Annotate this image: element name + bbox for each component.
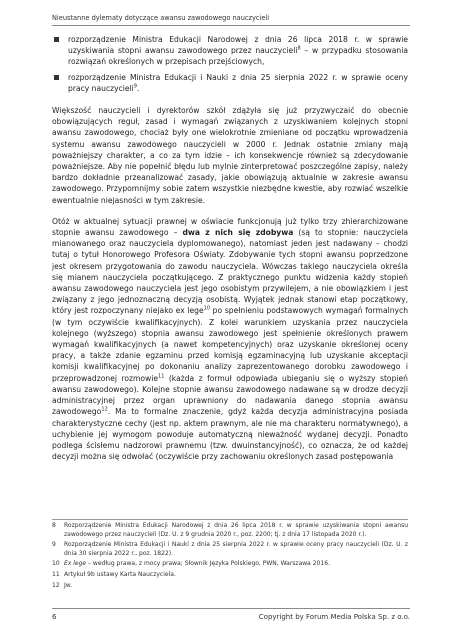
paragraph [52,216,408,462]
running-title: Nieustanne dylematy dotyczące awansu zawodowego nauczycieli [52,14,270,22]
footnote-ref: 8 [297,45,301,52]
body-content [52,34,408,462]
square-bullet-icon [54,75,59,80]
footnote-number: 8 [52,522,56,529]
bullet-item [52,34,408,68]
footnote [52,522,408,539]
bullet-tail: . [136,83,140,93]
bullet-text: rozporządzenie Ministra Edukacji Narodowej z dnia 26 lipca 2018 r. w sprawie uzyskiwania stopni awansu zawodowego przez nauczycieli [68,35,408,56]
footnote [52,582,408,591]
footnote-italic: Ex lege [64,560,87,568]
paragraph-text: (są to stopnie: nauczyciela mianowanego oraz nauczyciela dyplomowanego), natomiast jeden jest nadawany – chodzi tutaj o tytuł Honorowego Profesora Oświaty. Zdobywanie tych stopni awansu poprzedzone jest okresem przygotowania do zawodu nauczyciela. Wówczas takiego nauczyciela określa się mianem nauczyciela początkującego. Z praktycznego punktu widzenia każdy stopień awansu zawodowego nauczyciela jest jego osobistym przywilejem, a nie obowiązkiem i jest związany z jego jednoznaczną decyzją osobistą. Wyjątek jednak stanowi etap początkowy, który jest rozpoczynany niejako ex lege [52,228,409,316]
bullet-text: rozporządzenie Ministra Edukacji i Nauki z dnia 25 sierpnia 2022 r. w sprawie oceny pracy nauczycieli [68,72,408,93]
footnote-text: Artykuł 9b ustawy Karta Nauczyciela. [64,570,176,578]
footnote [52,560,408,569]
bold-text: dwa z nich się zdobywa [182,228,294,238]
square-bullet-icon [54,37,59,42]
copyright: Copyright by Forum Media Polska Sp. z o.o. [258,613,410,621]
footnote-number: 9 [52,541,56,549]
page-footer [52,608,410,621]
footnote-number: 10 [52,560,60,568]
bullet-item [52,72,408,94]
footnote-text: Jw. [64,581,73,589]
footnotes [52,519,408,592]
paragraph: Większość nauczycieli i dyrektorów szkół zdążyła się już przyzwyczaić do obecnie obowiązujących reguł, zasad i wymagań związanych z uzyskiwaniem kolejnych stopni awansu zawodowego, chociaż były one wielokrotnie zmieniane od początku wprowadzenia systemu awansu zawodowego nauczycieli w 2000 r. Jednak ostatnie zmiany mają poważniejszy charakter, a co za tym idzie – ich konsekwencje również są zdecydowanie poważniejsze. Aby nie popełnić błędu lub mylnie zinterpretować poszczególne zapisy, należy bardzo dokładnie przeanalizować zasady, jakie obowiązują aktualnie w zakresie awansu zawodowego. Przypomnijmy sobie zatem wszystkie niezbędne kwestie, aby rozwiać wszelkie ewentualnie niejasności w tym zakresie. [52,106,408,205]
footnote-ref: 10 [203,305,211,312]
footnote-text: Rozporządzenie Ministra Edukacji Narodowej z dnia 26 lipca 2018 r. w sprawie uzyskiwania stopni awansu zawodowego przez nauczycieli (Dz. U. z 9 grudnia 2020 r., poz. 2200; tj. z dnia 17 listopada 2020 r.). [64,522,408,538]
running-header [52,14,410,26]
footnote-number: 12 [52,581,60,589]
footnote-ref: 12 [101,406,108,413]
footnote-ref: 9 [133,83,137,90]
footnote [52,541,408,558]
footnote-number: 11 [52,570,60,578]
paragraph-text: (każda z formuł odpowiada ubieganiu się o wyższy stopień awansu zawodowego). Kolejne stopnie awansu zawodowego nadawane są w drodze decyzji administracyjnej przez organ uprawniony do nadawania danego stopnia awansu zawodowego [52,373,408,417]
footnote-ref: 11 [158,373,165,380]
page-number: 6 [52,613,57,621]
paragraph-text: po spełnieniu podstawowych wymagań formalnych (w tym oczywiście kwalifikacyjnych). Z kolei warunkiem uzyskania przez nauczyciela kolejnego (wyższego) stopnia awansu zawodowego jest spełnienie określonych prawem wymagań kwalifikacyjnych (a nawet kompetencyjnych) oraz uzyskanie określonej oceny pracy, a także zdanie egzaminu przed komisją egzaminacyjną lub uzyskanie akceptacji komisji kwalifikacyjnej po dokonaniu analizy zaprezentowanego dorobku zawodowego i przeprowadzonej rozmowie [52,306,409,383]
footnote-text: – według prawa, z mocy prawa; Słownik Języka Polskiego, PWN, Warszawa 2016. [86,560,330,568]
bullet-tail: – w przypadku stosowania rozwiązań określonych w przepisach przejściowych, [68,46,408,67]
footnote-divider [52,519,408,520]
footnote-text: Rozporządzenie Ministra Edukacji i Nauki z dnia 25 sierpnia 2022 r. w sprawie oceny pracy nauczycieli (Dz. U. z dnia 30 sierpnia 2022 r., poz. 1822). [64,541,408,557]
bullet-list [52,34,408,94]
paragraph-text: . Ma to formalne znaczenie, gdyż każda decyzja administracyjna posiada charakterystyczne cechy (jest np. aktem prawnym, ale nie ma charakteru normatywnego), a uchybienie jej wymogom powoduje automatyczną nieważność wydanej decyzji. Ponadto podlega ścisłemu nadzorowi prawnemu (tzw. dwuinstancyjność), co oznacza, że od każdej decyzji można się odwołać (oczywiście przy zachowaniu określonych zasad postępowania [52,407,408,462]
paragraph-text: Otóż w aktualnej sytuacji prawnej w oświacie funkcjonują już tylko trzy zhierarchizowane stopnie awansu zawodowego – [52,216,408,238]
footnote [52,571,408,580]
